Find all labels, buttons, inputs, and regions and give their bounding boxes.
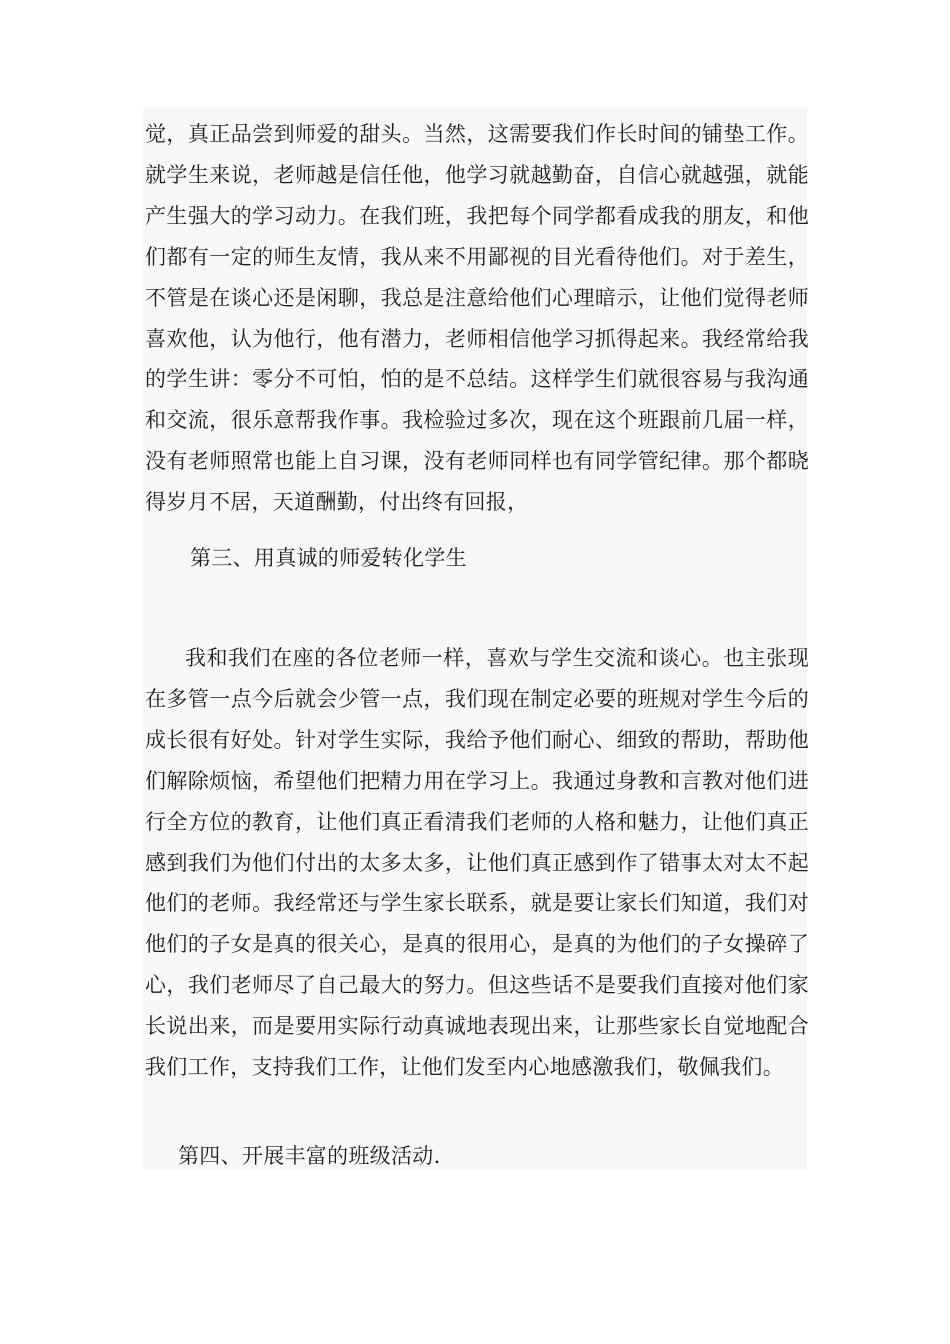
body-paragraph-2: 我和我们在座的各位老师一样，喜欢与学生交流和谈心。也主张现在多管一点今后就会少管一点，我们现在制定必要的班规对学生今后的成长很有好处。针对学生实际，我给予他们耐心、细致的帮助，帮助他们解除烦恼，希望他们把精力用在学习上。我通过身教和言教对他们进行全方位的教育，让他们真正看清我们老师的人格和魅力，让他们真正感到我们为他们付出的太多太多，让他们真正感到作了错事太对太不起他们的老师。我经常还与学生家长联系，就是要让家长们知道，我们对他们的子女是真的很关心，是真的很用心，是真的为他们的子女操碎了心，我们老师尽了自己最大的努力。但这些话不是要我们直接对他们家长说出来，而是要用实际行动真诚地表现出来，让那些家长自觉地配合我们工作，支持我们工作，让他们发至内心地感激我们，敬佩我们。	[145, 646, 809, 1080]
section-heading-4: 第四、开展丰富的班级活动.	[178, 1144, 441, 1168]
section-heading-3: 第三、用真诚的师爱转化学生	[190, 546, 467, 570]
body-paragraph-1: 觉，真正品尝到师爱的甜头。当然，这需要我们作长时间的铺垫工作。就学生来说，老师越是信任他，他学习就越勤奋，自信心就越强，就能产生强大的学习动力。在我们班，我把每个同学都看成我的朋友，和他们都有一定的师生友情，我从来不用鄙视的目光看待他们。对于差生，不管是在谈心还是闲聊，我总是注意给他们心理暗示，让他们觉得老师喜欢他，认为他行，他有潜力，老师相信他学习抓得起来。我经常给我的学生讲：零分不可怕，怕的是不总结。这样学生们就很容易与我沟通和交流，很乐意帮我作事。我检验过多次，现在这个班跟前几届一样，没有老师照常也能上自习课，没有老师同样也有同学管纪律。那个都晓得岁月不居，天道酬勤，付出终有回报，	[145, 122, 809, 515]
